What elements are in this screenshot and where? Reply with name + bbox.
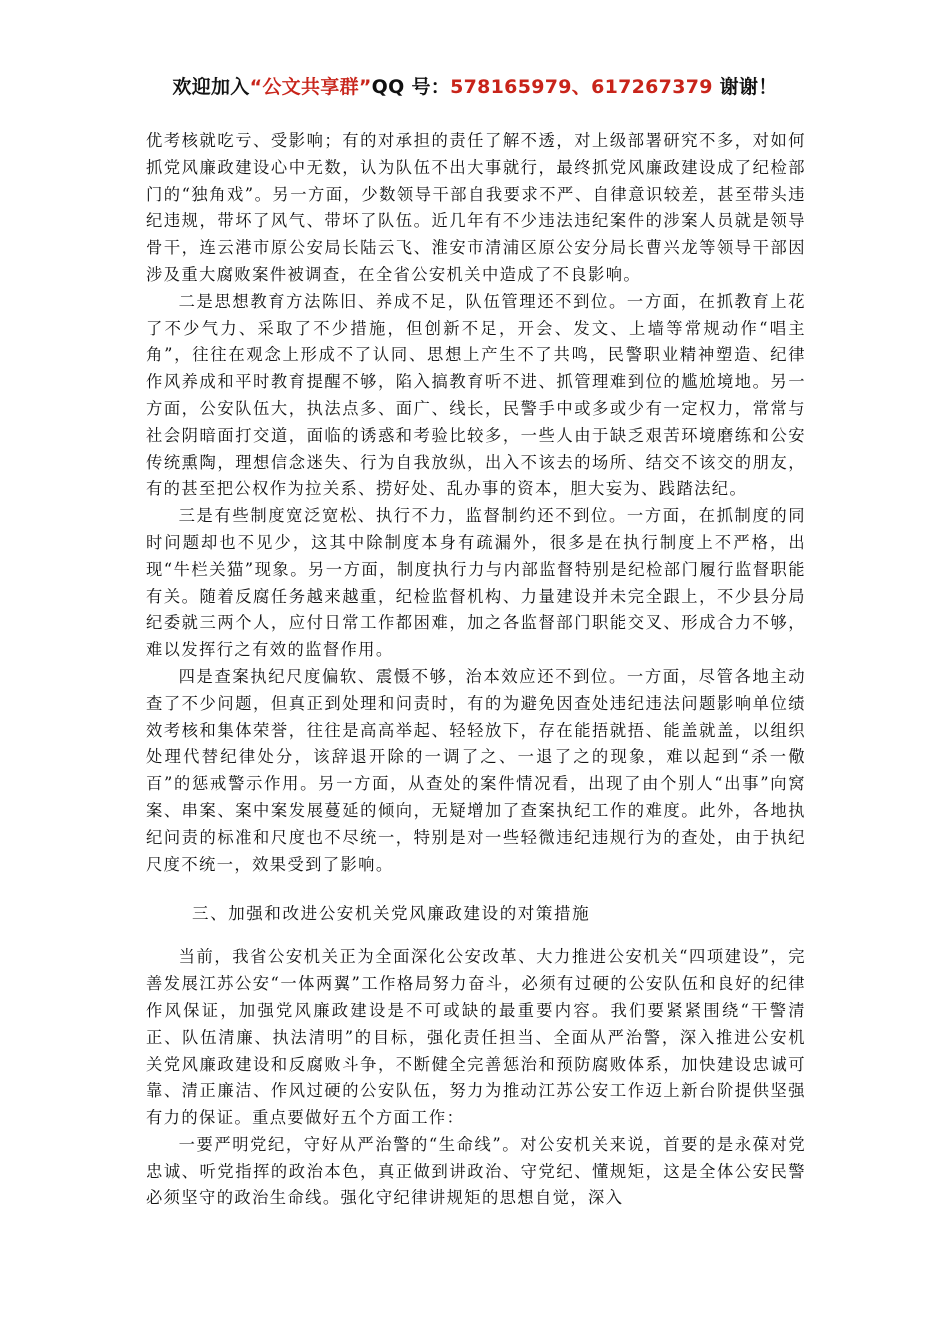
- paragraph-point-four: [146, 664, 806, 878]
- paragraph-continuation: 优考核就吃亏、受影响；有的对承担的责任了解不透，对上级部署研究不多，对如何抓党风廉政建设心中无数，认为队伍不出大事就行，最终抓党风廉政建设成了纪检部门的“独角戏”。另一方面，少数领导干部自我要求不严、自律意识较差，甚至带头违纪违规，带坏了风气、带坏了队伍。近几年有不少违法违纪案件的涉案人员就是领导骨干，连云港市原公安局长陆云飞、淮安市清浦区原公安分局长曹兴龙等领导干部因涉及重大腐败案件被调查，在全省公安机关中造成了不良影响。: [146, 131, 806, 284]
- header-thanks: 谢谢！: [712, 76, 778, 98]
- document-body: [146, 128, 806, 1212]
- header-group-name: “公文共享群”: [249, 76, 372, 98]
- header-welcome: 欢迎加入: [172, 76, 250, 98]
- point-two-lead: 二是思想教育方法陈旧、养成不足，队伍管理还不到位。: [178, 291, 627, 311]
- paragraph-point-three: [146, 503, 806, 664]
- page-header-banner: [0, 72, 950, 99]
- point-three-body: 一方面，在抓制度的同时问题却也不见少，这其中除制度本身有疏漏外，很多是在执行制度上不严格，出现“牛栏关猫”现象。另一方面，制度执行力与内部监督特别是纪检部门履行监督职能有关。随着反腐任务越来越重，纪检监督机构、力量建设并未完全跟上，不少县分局纪委就三两个人，应付日常工作都困难，加之各监督部门职能交叉、形成合力不够，难以发挥行之有效的监督作用。: [146, 506, 806, 660]
- header-qq-label: QQ 号：: [371, 76, 451, 98]
- paragraph-section-intro: 当前，我省公安机关正为全面深化公安改革、大力推进公安机关“四项建设”，完善发展江苏公安“一体两翼”工作格局努力奋斗，必须有过硬的公安队伍和良好的纪律作风保证，加强党风廉政建设是不可或缺的最重要内容。我们要紧紧围绕“干警清正、队伍清廉、执法清明”的目标，强化责任担当、全面从严治警，深入推进公安机关党风廉政建设和反腐败斗争，不断健全完善惩治和预防腐败体系，加快建设忠诚可靠、清正廉洁、作风过硬的公安队伍，努力为推动江苏公安工作迈上新台阶提供坚强有力的保证。重点要做好五个方面工作：: [146, 947, 806, 1128]
- paragraph-measure-one: [146, 1132, 806, 1212]
- point-four-body: 一方面，尽管各地主动查了不少问题，但真正到处理和问责时，有的为避免因查处违纪违法问题影响单位绩效考核和集体荣誉，往往是高高举起、轻轻放下，存在能捂就捂、能盖就盖，以组织处理代替纪律处分，该辞退开除的一调了之、一退了之的现象，难以起到“杀一儆百”的惩戒警示作用。另一方面，从查处的案件情况看，出现了由个别人“出事”向窝案、串案、案中案发展蔓延的倾向，无疑增加了查案执纪工作的难度。此外，各地执纪问责的标准和尺度也不尽统一，特别是对一些轻微违纪违规行为的查处，由于执纪尺度不统一，效果受到了影响。: [146, 666, 806, 874]
- section-heading: 三、加强和改进公安机关党风廉政建设的对策措施: [192, 904, 591, 924]
- point-two-body: 一方面，在抓教育上花了不少气力、采取了不少措施，但创新不足，开会、发文、上墙等常规动作“唱主角”，往往在观念上形成不了认同、思想上产生不了共鸣，民警职业精神塑造、纪律作风养成和平时教育提醒不够，陷入搞教育听不进、抓管理难到位的尴尬境地。另一方面，公安队伍大，执法点多、面广、线长，民警手中或多或少有一定权力，常常与社会阴暗面打交道，面临的诱惑和考验比较多，一些人由于缺乏艰苦环境磨练和公安传统熏陶，理想信念迷失、行为自我放纵，出入不该去的场所、结交不该交的朋友，有的甚至把公权作为拉关系、捞好处、乱办事的资本，胆大妄为、践踏法纪。: [146, 291, 806, 499]
- point-three-lead: 三是有些制度宽泛宽松、执行不力，监督制约还不到位。: [178, 506, 627, 526]
- measure-one-lead: 一要严明党纪，守好从严治警的“生命线”。: [178, 1134, 521, 1154]
- point-four-lead: 四是查案执纪尺度偏软、震慑不够，治本效应还不到位。: [178, 666, 627, 686]
- paragraph-point-two: [146, 289, 806, 503]
- measure-one-body: 对公安机关来说，首要的是永葆对党忠诚、听党指挥的政治本色，真正做到讲政治、守党纪、懂规矩，这是全体公安民警必须坚守的政治生命线。强化守纪律讲规矩的思想自觉，深入: [146, 1134, 806, 1208]
- header-qq-numbers: 578165979、617267379: [450, 76, 713, 98]
